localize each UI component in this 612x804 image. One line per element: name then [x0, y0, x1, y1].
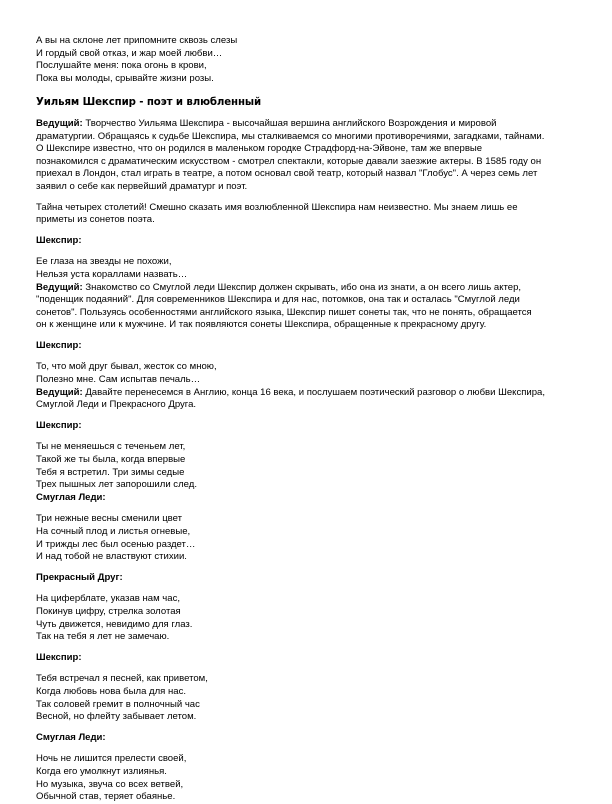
host-label: Ведущий:: [36, 281, 83, 293]
speaker-shakespeare: Шекспир:: [36, 234, 82, 246]
poem-line: Ночь не лишится прелести своей,: [36, 753, 187, 765]
host-paragraph-1: [36, 118, 560, 194]
verse-2: [36, 361, 560, 386]
verse-1: [36, 256, 560, 281]
speaker-dark-lady: Смуглая Леди:: [36, 491, 106, 503]
poem-line: Ты не меняешься с теченьем лет,: [36, 441, 186, 453]
poem-line: Послушайте меня: пока огонь в крови,: [36, 60, 207, 72]
paragraph-line: "поденщик подаяний". Для современников Шекспира и для нас, потомков, она так и осталась "Смуглой леди: [36, 294, 520, 306]
paragraph-line: познакомился с драматическим искусством - смотрел спектакли, которые давали заезжие актеры. В 1585 году он: [36, 155, 542, 167]
poem-line: Покинув цифру, стрелка золотая: [36, 605, 181, 617]
poem-line: Но музыка, звуча со всех ветвей,: [36, 778, 184, 790]
poem-line: И гордый свой отказ, и жар моей любви…: [36, 47, 223, 59]
paragraph-line: приметы из сонетов поэта.: [36, 214, 155, 226]
paragraph-line: О Шекспире известно, что он родился в маленьком городке Страдфорд-на-Эйвоне, там же впервые: [36, 143, 483, 155]
verse-6: [36, 673, 560, 723]
host-paragraph-3: [36, 282, 560, 332]
poem-line: Такой же ты была, когда впервые: [36, 454, 186, 466]
paragraph-line: сонетов". Пользуясь особенностями английского языка, Шекспир пишет сонеты так, что не понять, обращается: [36, 306, 532, 318]
poem-line: Чуть движется, невидимо для глаз.: [36, 618, 193, 630]
speaker-shakespeare: Шекспир:: [36, 419, 82, 431]
poem-line: Так соловей гремит в полночный час: [36, 698, 200, 710]
paragraph-line: Тайна четырех столетий! Смешно сказать имя возлюбленной Шекспира нам неизвестно. Мы знаем лишь ее: [36, 201, 518, 213]
poem-line: То, что мой друг бывал, жесток со мною,: [36, 361, 217, 373]
poem-line: Когда любовь нова была для нас.: [36, 685, 187, 697]
paragraph-line: приехал в Лондон, стал играть в театре, а потом основал свой театр, который назвал "Глобус". А через семь лет: [36, 168, 538, 180]
poem-line: Три нежные весны сменили цвет: [36, 513, 182, 525]
paragraph-line: драматургии. Обращаясь к судьбе Шекспира, мы сталкиваемся со многими противоречиями, загадками, тайнами.: [36, 130, 545, 142]
poem-line: На циферблате, указав нам час,: [36, 593, 181, 605]
poem-line: А вы на склоне лет припомните сквозь слезы: [36, 35, 238, 46]
paragraph-text: Давайте перенесемся в Англию, конца 16 века, и послушаем поэтический разговор о любви Шекспира,: [82, 386, 545, 398]
verse-7: [36, 753, 560, 803]
poem-line: Так на тебя я лет не замечаю.: [36, 631, 170, 643]
paragraph-text: Творчество Уильяма Шекспира - высочайшая вершина английского Возрождения и мировой: [82, 117, 497, 129]
poem-line: Пока вы молоды, срывайте жизни розы.: [36, 72, 214, 84]
poem-line: Трех пышных лет запорошили след.: [36, 479, 197, 491]
paragraph-text: Знакомство со Смуглой леди Шекспир должен скрывать, ибо она из знати, а он всего лишь актер,: [82, 281, 522, 293]
host-label: Ведущий:: [36, 386, 83, 398]
poem-line: Полезно мне. Сам испытав печаль…: [36, 374, 201, 386]
poem-line: Обычной став, теряет обаянье.: [36, 791, 176, 803]
paragraph-line: заявил о себе как первейший драматург и поэт.: [36, 180, 248, 192]
poem-line: Тебя я встретил. Три зимы седые: [36, 466, 185, 478]
paragraph-line: Смуглой Леди и Прекрасного Друга.: [36, 399, 197, 411]
host-paragraph-4: [36, 387, 560, 412]
intro-poem: [36, 35, 560, 85]
poem-line: И над тобой не властвуют стихии.: [36, 551, 187, 563]
speaker-shakespeare: Шекспир:: [36, 651, 82, 663]
host-label: Ведущий:: [36, 117, 83, 129]
verse-3: [36, 441, 560, 491]
poem-line: Ее глаза на звезды не похожи,: [36, 256, 172, 268]
poem-line: Тебя встречал я песней, как приветом,: [36, 673, 208, 685]
speaker-shakespeare: Шекспир:: [36, 339, 82, 351]
speaker-fair-friend: Прекрасный Друг:: [36, 571, 123, 583]
poem-line: И трижды лес был осенью раздет…: [36, 538, 196, 550]
section-title: Уильям Шекспир - поэт и влюбленный: [36, 97, 262, 109]
poem-line: Когда его умолкнут излиянья.: [36, 765, 167, 777]
paragraph-line: он к женщине или к мужчине. И так появляются сонеты Шекспира, обращенные к прекрасному другу.: [36, 319, 487, 331]
verse-4: [36, 513, 560, 563]
poem-line: На сочный плод и листья огневые,: [36, 526, 191, 537]
paragraph-2: [36, 202, 560, 227]
poem-line: Нельзя уста кораллами назвать…: [36, 268, 188, 280]
speaker-dark-lady: Смуглая Леди:: [36, 731, 106, 743]
poem-line: Весной, но флейту забывает летом.: [36, 711, 197, 723]
verse-5: [36, 593, 560, 643]
